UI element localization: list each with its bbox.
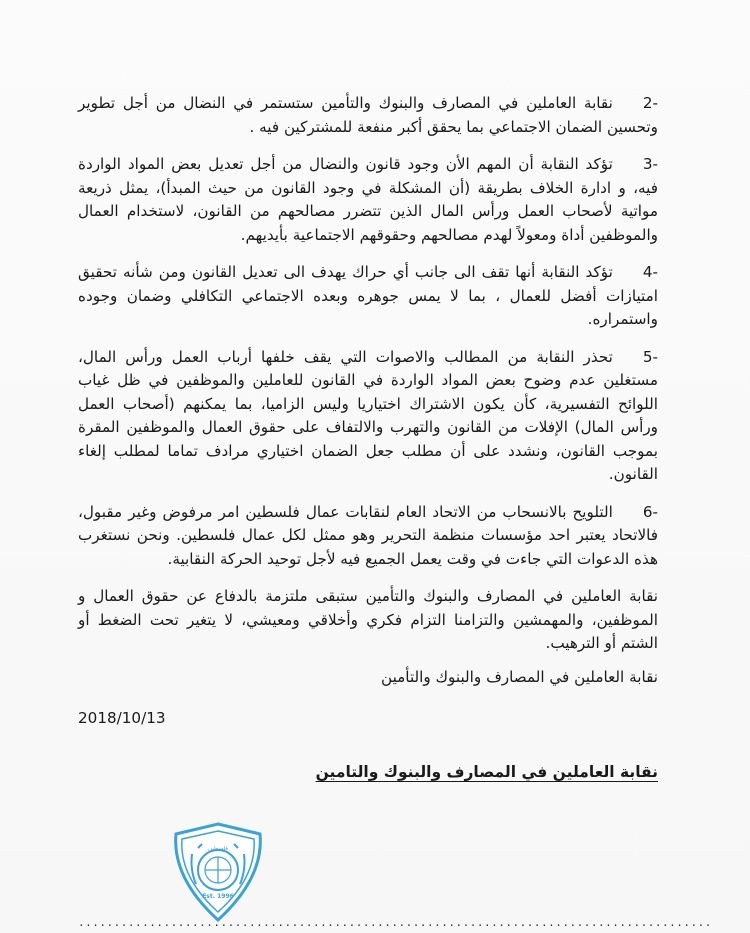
clause-text: التلويح بالانسحاب من الاتحاد العام لنقابات عمال فلسطين امر مرفوض وغير مقبول، فالاتحاد يعتبر احد مؤسسات منظمة التحرير وهو ممثل لكل عمال فلسطين. ونحن نستغرب هذه الدعوات التي جاءت في وقت يعمل الجميع فيه لأجل توحيد الحركة النقابية.	[78, 502, 658, 568]
clause-number: -5	[642, 347, 658, 366]
letter-body	[78, 92, 658, 784]
clause-number: -4	[642, 263, 658, 281]
clause-3	[78, 153, 658, 247]
clause-text: تحذر النقابة من المطالب والاصوات التي يقف خلفها أرباب العمل ورأس المال، مستغلين عدم وضوح بعض المواد الواردة في القانون للعاملين والموظفين في ظل غياب اللوائح التفسيرية، كأن يكون الاشتراك اختياريا وليس الزاميا، بما يمكنهم (أصحاب العمل ورأس المال) الإفلات من القانون والتهرب والالتفاف على حقوق العمال والموظفين المقرة بموجب القانون، ونشدد على أن مطلب جعل الضمان اختياري مرادف تماما لمطلب إلغاء القانون.	[78, 347, 658, 483]
clause-text: نقابة العاملين في المصارف والبنوك والتأمين ستستمر في النضال من أجل تطوير وتحسين الضمان الاجتماعي بما يحقق أكبر منفعة للمشتركين فيه .	[78, 94, 658, 136]
clause-number: -6	[642, 502, 658, 521]
letter-date: 2018/10/13	[78, 709, 166, 727]
clause-5	[78, 346, 658, 487]
seal-est-text: Est. 1996	[202, 893, 234, 900]
signoff-line: نقابة العاملين في المصارف والبنوك والتأمين	[381, 667, 658, 686]
closing-paragraph: نقابة العاملين في المصارف والبنوك والتأمين ستبقى ملتزمة بالدفاع عن حقوق العمال و الموظفين، والمهمشين والتزامنا التزام فكري وأخلاقي ومعيشي، لا يتغير تحت الضغط أو الشتم أو الترهيب.	[78, 587, 658, 652]
clause-number: -3	[642, 155, 658, 173]
seal-graphic	[168, 820, 268, 924]
clause-text: تؤكد النقابة أن المهم الأن وجود قانون والنضال من أجل تعديل بعض المواد الواردة فيه، و ادارة الخلاف بطريقة (أن المشكلة في وجود القانون من حيث المبدأ)، يمثل ذريعة مواتية لأصحاب العمل ورأس المال الذين تتضرر مصالحهم من القانون، لاستخدام العمال والموظفين أداة ومعولاً لهدم مصالحهم وحقوقهم الاجتماعية بأيديهم.	[78, 155, 658, 244]
seal-center-text: فلسطين	[208, 846, 228, 852]
clause-2	[78, 92, 658, 139]
clause-4	[78, 261, 658, 332]
clause-6	[78, 501, 658, 572]
signature-title: نقابة العاملين في المصارف والبنوك والتامين	[315, 762, 658, 781]
clause-number: -2	[642, 94, 658, 112]
union-seal-icon	[168, 820, 268, 924]
clause-text: تؤكد النقابة أنها تقف الى جانب أي حراك يهدف الى تعديل القانون ومن شأنه تحقيق امتيازات أفضل للعمال ، بما لا يمس جوهره وبعده الاجتماعي التكافلي وضمان وجوده واستمراره.	[78, 263, 658, 328]
footer-dotted-line: .........................................................................................	[78, 916, 712, 929]
